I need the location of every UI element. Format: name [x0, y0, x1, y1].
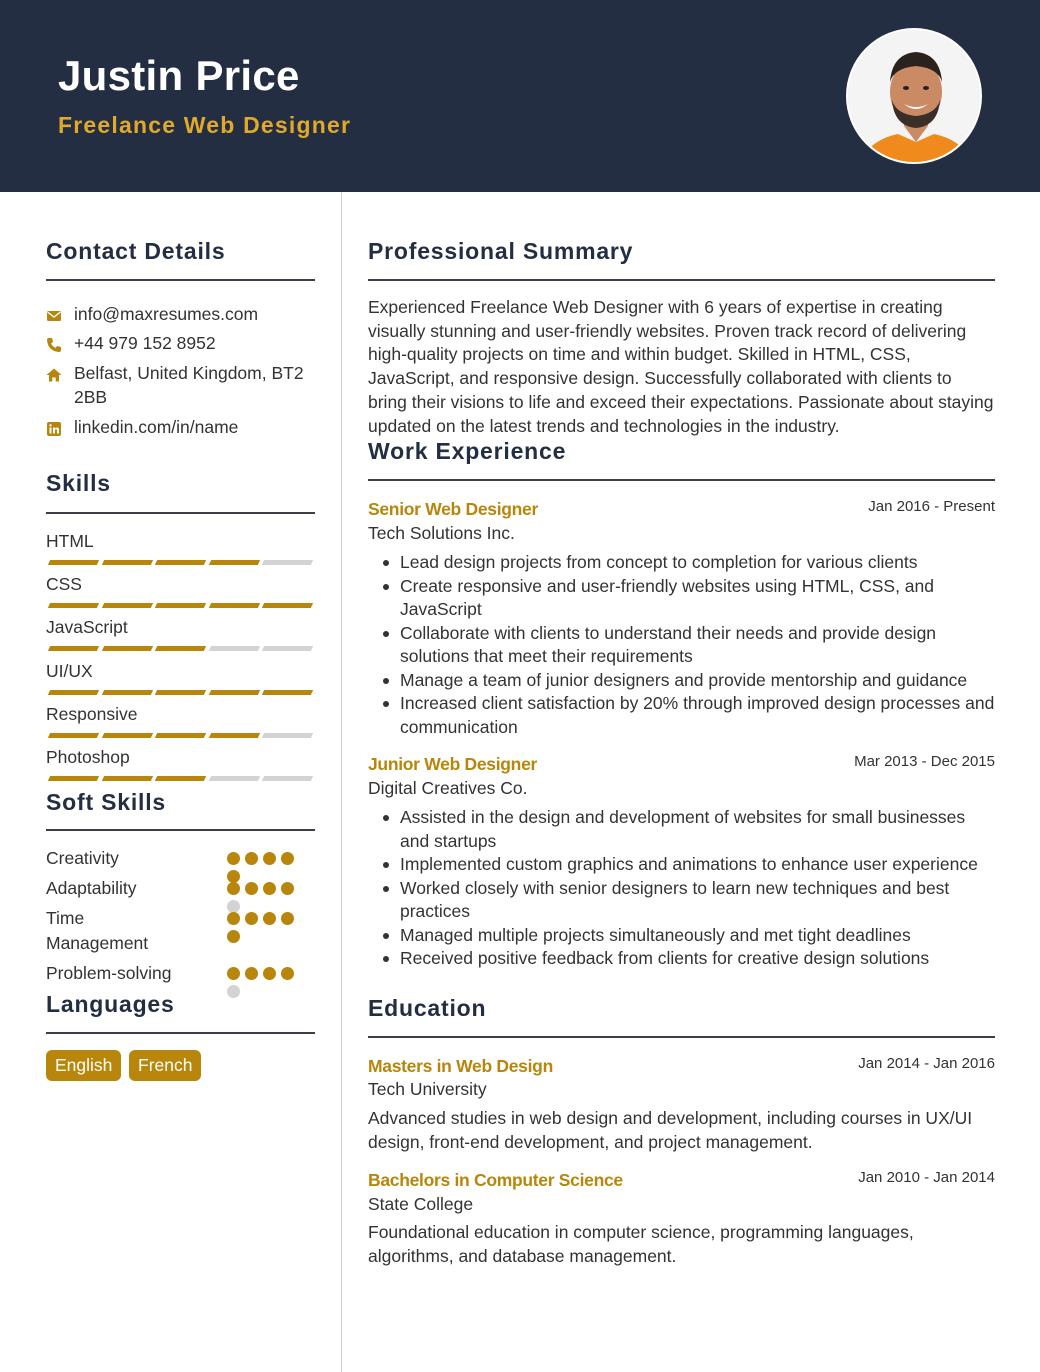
contact-divider	[46, 279, 315, 281]
column-divider	[341, 192, 342, 1372]
soft-skills-divider	[46, 829, 315, 831]
job-title: Senior Web Designer	[368, 499, 538, 519]
job-title-headline: Freelance Web Designer	[58, 112, 352, 138]
skill-segment-filled	[101, 690, 152, 695]
skill-segment-empty	[262, 776, 313, 781]
job-bullet: Manage a team of junior designers and provide mentorship and guidance	[368, 669, 995, 693]
skill-name: HTML	[46, 531, 94, 551]
rating-dot-filled	[263, 967, 276, 980]
rating-dot-filled	[245, 882, 258, 895]
skill-segment-filled	[155, 560, 206, 565]
rating-dot-filled	[227, 930, 240, 943]
rating-dot-filled	[281, 852, 294, 865]
skill-segment-filled	[262, 690, 313, 695]
soft-skill-name: Problem-solving	[46, 963, 172, 983]
degree-dates: Jan 2014 - Jan 2016	[858, 1055, 995, 1072]
school-name: Tech University	[368, 1079, 487, 1099]
skill-segment-filled	[48, 776, 99, 781]
job-bullet: Collaborate with clients to understand their needs and provide design solutions that meet their requirements	[368, 622, 995, 669]
experience-heading: Work Experience	[368, 438, 567, 464]
skill-segment-empty	[208, 776, 259, 781]
job-dates: Jan 2016 - Present	[868, 498, 995, 515]
skill-level-bar	[46, 733, 315, 738]
degree-description: Advanced studies in web design and development, including courses in UX/UI design, front-end development, and project management.	[368, 1108, 973, 1152]
skill-segment-filled	[208, 560, 259, 565]
skill-name: Responsive	[46, 703, 138, 724]
skill-segment-filled	[101, 646, 152, 651]
job-company: Tech Solutions Inc.	[368, 523, 515, 543]
languages-heading: Languages	[46, 991, 175, 1017]
rating-dot-filled	[227, 882, 240, 895]
skill-level-bar	[46, 560, 315, 565]
degree-dates: Jan 2010 - Jan 2014	[858, 1169, 995, 1186]
rating-dot-filled	[263, 882, 276, 895]
job-dates: Mar 2013 - Dec 2015	[854, 753, 995, 770]
summary-divider	[368, 279, 995, 281]
job-bullet: Managed multiple projects simultaneously and met tight deadlines	[368, 924, 995, 948]
skill-segment-filled	[208, 690, 259, 695]
skill-segment-filled	[48, 560, 99, 565]
skills-heading: Skills	[46, 470, 111, 496]
job-bullet: Worked closely with senior designers to learn new techniques and best practices	[368, 877, 995, 924]
rating-dot-filled	[281, 912, 294, 925]
job-bullet: Create responsive and user-friendly websites using HTML, CSS, and JavaScript	[368, 575, 995, 622]
summary-heading: Professional Summary	[368, 238, 634, 264]
phone-icon	[46, 335, 62, 351]
school-name: State College	[368, 1194, 474, 1214]
contact-linkedin-text: linkedin.com/in/name	[74, 417, 239, 437]
job-company: Digital Creatives Co.	[368, 778, 528, 798]
home-icon	[46, 365, 62, 381]
skill-segment-empty	[262, 560, 313, 565]
skill-segment-filled	[208, 603, 259, 608]
skill-segment-empty	[262, 733, 313, 738]
degree-title: Masters in Web Design	[368, 1056, 553, 1076]
rating-dot-empty	[227, 985, 240, 998]
rating-dot-filled	[227, 967, 240, 980]
skill-segment-filled	[101, 733, 152, 738]
skill-segment-filled	[155, 603, 206, 608]
soft-skills-heading: Soft Skills	[46, 789, 166, 815]
profile-photo-icon	[848, 30, 982, 164]
soft-skill-name: Adaptability	[46, 878, 137, 898]
rating-dot-filled	[263, 912, 276, 925]
linkedin-icon	[46, 419, 62, 435]
rating-dot-filled	[281, 967, 294, 980]
skill-segment-filled	[48, 690, 99, 695]
skill-name: JavaScript	[46, 617, 128, 638]
experience-divider	[368, 479, 995, 481]
contact-heading: Contact Details	[46, 238, 226, 264]
job-bullets	[368, 551, 995, 739]
skill-level-bar	[46, 646, 315, 651]
candidate-name: Justin Price	[58, 52, 300, 99]
skill-segment-filled	[48, 733, 99, 738]
skill-segment-empty	[262, 646, 313, 651]
job-title: Junior Web Designer	[368, 754, 538, 774]
skill-segment-empty	[208, 646, 259, 651]
rating-dot-filled	[245, 912, 258, 925]
rating-dot-filled	[227, 912, 240, 925]
skills-divider	[46, 512, 315, 514]
rating-dot-filled	[281, 882, 294, 895]
degree-description: Foundational education in computer science, programming languages, algorithms, and database management.	[368, 1222, 914, 1266]
rating-dot-filled	[227, 852, 240, 865]
skill-name: Photoshop	[46, 747, 130, 767]
soft-skill-name: Creativity	[46, 848, 119, 868]
rating-dot-filled	[245, 967, 258, 980]
skill-segment-filled	[155, 690, 206, 695]
soft-skill-name: Time Management	[46, 908, 149, 953]
rating-dot-filled	[245, 852, 258, 865]
skill-segment-filled	[155, 733, 206, 738]
skill-segment-filled	[155, 776, 206, 781]
contact-address-text: Belfast, United Kingdom, BT2 2BB	[74, 363, 304, 407]
skill-name: UI/UX	[46, 660, 93, 681]
job-bullet: Lead design projects from concept to completion for various clients	[368, 551, 995, 575]
job-bullet: Received positive feedback from clients for creative design solutions	[368, 947, 995, 971]
header	[0, 0, 1040, 192]
skill-level-bar	[46, 603, 315, 608]
languages-divider	[46, 1032, 315, 1034]
degree-title: Bachelors in Computer Science	[368, 1170, 623, 1190]
education-divider	[368, 1036, 995, 1038]
envelope-icon	[46, 306, 62, 322]
skill-segment-filled	[48, 646, 99, 651]
skill-segment-filled	[101, 560, 152, 565]
skill-segment-filled	[101, 603, 152, 608]
skill-level-bar	[46, 690, 315, 695]
job-bullet: Implemented custom graphics and animations to enhance user experience	[368, 853, 995, 877]
skill-segment-filled	[262, 603, 313, 608]
skill-name: CSS	[46, 574, 82, 595]
language-badge-french: French	[129, 1050, 201, 1081]
contact-phone-text: +44 979 152 8952	[74, 333, 216, 353]
skill-segment-filled	[48, 603, 99, 608]
skill-level-bar	[46, 776, 315, 781]
job-bullet: Increased client satisfaction by 20% through improved design processes and communication	[368, 692, 995, 739]
job-bullet: Assisted in the design and development of websites for small businesses and startups	[368, 806, 995, 853]
skill-segment-filled	[208, 733, 259, 738]
job-bullets	[368, 806, 995, 971]
language-badge-english: English	[46, 1050, 121, 1081]
summary-text: Experienced Freelance Web Designer with 6 years of expertise in creating visually stunning and user-friendly websites. Proven track record of delivering high-quality projects on time and within budget. Skilled in HTML, CSS, JavaScript, and responsive design. Successfully collaborated with clients to bring their visions to life and exceed their expectations. Passionate about staying updated on the latest trends and technologies in the industry.	[368, 297, 994, 436]
contact-email-text: info@maxresumes.com	[74, 304, 259, 324]
avatar	[846, 28, 982, 164]
education-heading: Education	[368, 995, 487, 1021]
rating-dot-filled	[263, 852, 276, 865]
skill-segment-filled	[101, 776, 152, 781]
skill-segment-filled	[155, 646, 206, 651]
